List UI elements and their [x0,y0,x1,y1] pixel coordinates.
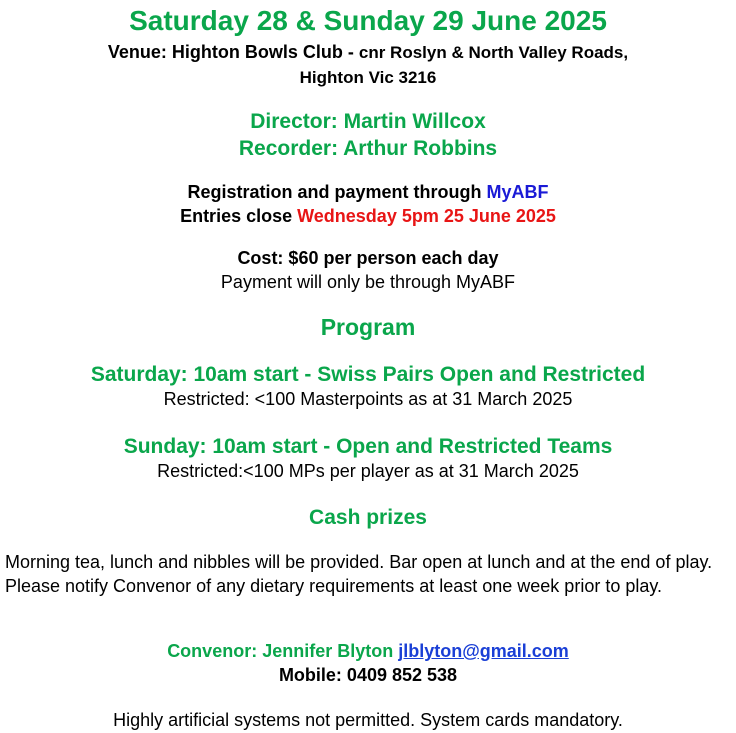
convenor-label: Convenor: Jennifer Blyton [167,641,399,661]
convenor-email-link[interactable]: jlblyton@gmail.com [398,641,569,661]
saturday-heading: Saturday: 10am start - Swiss Pairs Open and Restricted [90,363,646,386]
venue-address-line-2: Highton Vic 3216 [299,68,437,87]
cost-block [0,246,736,294]
cash-prizes-heading: Cash prizes [309,506,427,529]
system-note: Highly artificial systems not permitted. System cards mandatory. [113,710,623,730]
sunday-block [0,434,736,484]
event-date-title: Saturday 28 & Sunday 29 June 2025 [129,5,607,36]
payment-note: Payment will only be through MyABF [220,272,516,292]
contact-block [0,639,736,687]
cost-headline: Cost: $60 per person each day [237,248,499,268]
registration-text: Registration and payment through [187,182,487,202]
saturday-block [0,362,736,412]
director-line: Director: Martin Willcox [250,110,486,133]
catering-paragraph: Morning tea, lunch and nibbles will be provided. Bar open at lunch and at the end of play. Please notify Convenor of any dietary requirements at least one week prior to play. [5,552,713,596]
entries-close-label: Entries close [180,206,298,226]
entries-close-line [0,204,736,228]
entries-close-date: Wednesday 5pm 25 June 2025 [297,206,556,226]
recorder-line: Recorder: Arthur Robbins [238,137,498,160]
mobile-line: Mobile: 0409 852 538 [278,665,458,685]
program-heading: Program [320,314,416,340]
saturday-note: Restricted: <100 Masterpoints as at 31 March 2025 [163,389,573,409]
venue-label: Venue: Highton Bowls Club - [107,42,359,62]
officials-block [0,108,736,162]
sunday-note: Restricted:<100 MPs per player as at 31 March 2025 [157,461,579,481]
venue-address-line-1: cnr Roslyn & North Valley Roads, [358,43,629,62]
registration-block [0,180,736,228]
venue-block [0,40,736,90]
convenor-line [0,639,736,663]
registration-line [0,180,736,204]
myabf-link[interactable]: MyABF [486,182,549,202]
sunday-heading: Sunday: 10am start - Open and Restricted Teams [123,435,613,458]
